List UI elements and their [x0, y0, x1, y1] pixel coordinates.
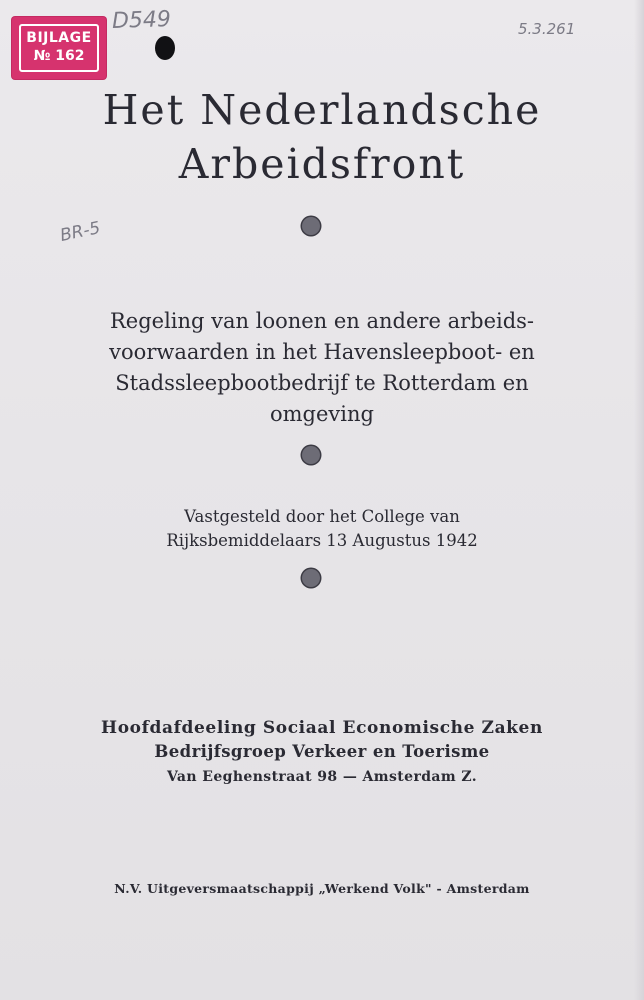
sticker-number: № 162 [33, 48, 85, 64]
established-line: Rijksbemiddelaars 13 Augustus 1942 [166, 531, 478, 550]
bullet-dot-icon [302, 569, 320, 587]
subtitle-line: Regeling van loonen en andere arbeids- [109, 309, 535, 333]
punch-hole [155, 36, 175, 60]
department-line: Bedrijfsgroep Verkeer en Toerisme [154, 742, 490, 761]
handwritten-date-note: 5.3.261 [518, 20, 576, 38]
subtitle-line: Stadssleepbootbedrijf te Rotterdam en [115, 371, 529, 395]
publisher-line: N.V. Uitgeversmaatschappij „Werkend Volk" - Amsterdam [114, 881, 530, 896]
bijlage-sticker [12, 17, 106, 79]
department-block [40, 716, 604, 790]
bullet-dot-icon [302, 217, 320, 235]
bullet-dot-icon [302, 446, 320, 464]
department-line: Hoofdafdeeling Sociaal Economische Zaken [101, 718, 543, 738]
established-line: Vastgesteld door het College van [184, 507, 460, 526]
sticker-label: BIJLAGE [26, 30, 92, 46]
subtitle-line: omgeving [270, 402, 374, 426]
subtitle-line: voorwaarden in het Havensleepboot- en [109, 340, 535, 364]
paper-edge [634, 0, 644, 1000]
title-line-2: Arbeidsfront [178, 140, 466, 188]
title-line-1: Het Nederlandsche [102, 86, 542, 134]
handwritten-archive-code: D549 [111, 6, 172, 35]
department-address: Van Eeghenstraat 98 — Amsterdam Z. [166, 769, 478, 785]
handwritten-margin-note: BR-5 [58, 218, 103, 246]
subtitle-block [40, 306, 604, 430]
sticker-frame [19, 24, 99, 72]
established-block [40, 505, 604, 553]
